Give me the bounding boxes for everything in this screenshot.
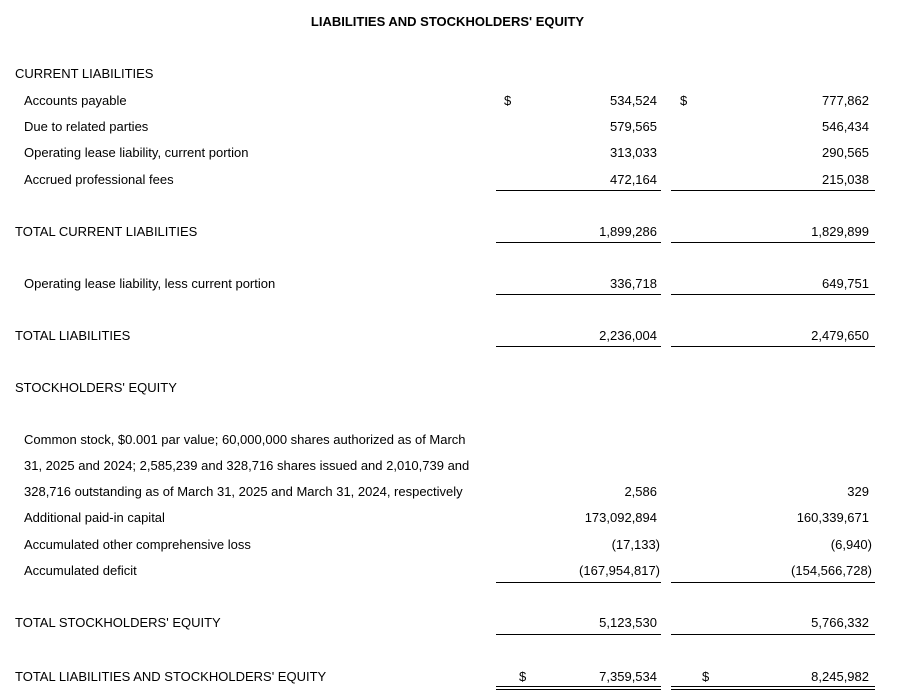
total-rule <box>496 242 661 243</box>
value-2024: 649,751 <box>822 276 869 291</box>
row-label: Operating lease liability, less current portion <box>24 276 276 291</box>
subtotal-rule <box>496 294 661 295</box>
total-rule <box>496 634 661 635</box>
value-2025: 2,586 <box>624 484 657 499</box>
table-row <box>0 172 898 192</box>
value-2025: 579,565 <box>610 119 657 134</box>
value-2024: 329 <box>847 484 869 499</box>
table-row <box>0 119 898 139</box>
double-underline <box>671 686 875 690</box>
total-row <box>0 224 898 244</box>
currency-symbol: $ <box>680 93 688 108</box>
row-label: TOTAL LIABILITIES AND STOCKHOLDERS' EQUITY <box>15 669 327 684</box>
value-2025: 173,092,894 <box>584 510 657 525</box>
currency-symbol: $ <box>702 669 710 684</box>
table-row <box>0 537 898 557</box>
value-2024: 290,565 <box>822 145 869 160</box>
row-label: Due to related parties <box>24 119 149 134</box>
section-heading: CURRENT LIABILITIES <box>15 66 154 81</box>
table-row <box>0 93 898 113</box>
currency-symbol: $ <box>519 669 527 684</box>
section-heading-stockholders-equity <box>0 380 898 400</box>
value-2025: 336,718 <box>610 276 657 291</box>
subtotal-rule <box>671 294 875 295</box>
value-2025: 5,123,530 <box>599 615 657 630</box>
value-2024: 777,862 <box>822 93 869 108</box>
value-2024: 5,766,332 <box>811 615 869 630</box>
value-2025: 313,033 <box>610 145 657 160</box>
row-label: Accumulated other comprehensive loss <box>24 537 251 552</box>
subtotal-rule <box>671 582 875 583</box>
subtotal-rule <box>671 190 875 191</box>
row-label: TOTAL STOCKHOLDERS' EQUITY <box>15 615 221 630</box>
value-2024: 1,829,899 <box>811 224 869 239</box>
double-underline <box>496 686 661 690</box>
total-rule <box>671 634 875 635</box>
section-heading: STOCKHOLDERS' EQUITY <box>15 380 177 395</box>
table-row <box>0 510 898 530</box>
table-row <box>0 432 898 452</box>
value-2025: 2,236,004 <box>599 328 657 343</box>
value-2025: (167,954,817) <box>579 563 660 578</box>
section-heading-current-liabilities <box>0 66 898 86</box>
row-label: Operating lease liability, current portion <box>24 145 249 160</box>
table-row <box>0 145 898 165</box>
row-label: TOTAL LIABILITIES <box>15 328 131 343</box>
value-2024: 8,245,982 <box>811 669 869 684</box>
subtotal-rule <box>496 582 661 583</box>
row-label: Additional paid-in capital <box>24 510 165 525</box>
table-row <box>0 563 898 583</box>
value-2025: 534,524 <box>610 93 657 108</box>
row-label: TOTAL CURRENT LIABILITIES <box>15 224 198 239</box>
table-row <box>0 484 898 504</box>
table-row <box>0 458 898 478</box>
table-row <box>0 276 898 296</box>
value-2025: 7,359,534 <box>599 669 657 684</box>
row-label: Common stock, $0.001 par value; 60,000,000 shares authorized as of March <box>24 432 466 447</box>
value-2024: 160,339,671 <box>796 510 869 525</box>
row-label: Accumulated deficit <box>24 563 137 578</box>
value-2024: (154,566,728) <box>791 563 872 578</box>
value-2024: 546,434 <box>822 119 869 134</box>
currency-symbol: $ <box>504 93 512 108</box>
total-rule <box>671 346 875 347</box>
value-2025: 472,164 <box>610 172 657 187</box>
value-2025: 1,899,286 <box>599 224 657 239</box>
row-label: 31, 2025 and 2024; 2,585,239 and 328,716 shares issued and 2,010,739 and <box>24 458 470 473</box>
row-label: Accounts payable <box>24 93 127 108</box>
total-rule <box>496 346 661 347</box>
value-2024: 2,479,650 <box>811 328 869 343</box>
total-row <box>0 615 898 635</box>
statement-title: LIABILITIES AND STOCKHOLDERS' EQUITY <box>310 14 585 29</box>
total-row <box>0 328 898 348</box>
value-2025: (17,133) <box>611 537 660 552</box>
subtotal-rule <box>496 190 661 191</box>
row-label: Accrued professional fees <box>24 172 174 187</box>
total-rule <box>671 242 875 243</box>
value-2024: 215,038 <box>822 172 869 187</box>
value-2024: (6,940) <box>830 537 872 552</box>
row-label: 328,716 outstanding as of March 31, 2025 and March 31, 2024, respectively <box>24 484 463 499</box>
